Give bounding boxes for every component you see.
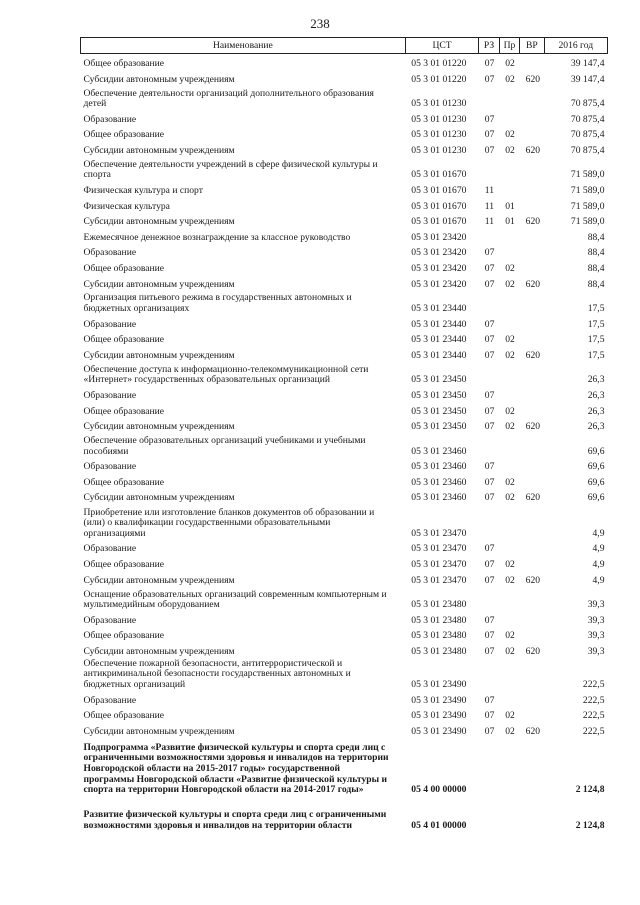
cell-name: Субсидии автономным учреждениям [83, 73, 235, 85]
cell-cst: 05 3 01 23450 [411, 405, 467, 417]
cell-name: Субсидии автономным учреждениям [83, 725, 235, 737]
cell-name: Субсидии автономным учреждениям [83, 421, 235, 433]
table-row [81, 330, 608, 346]
cell-vr [520, 796, 545, 832]
header-sum: 2016 год [544, 38, 607, 54]
cell-name: Развитие физической культуры и спорта среди лиц с ограниченными возможностями здоровья и инвалидов на территории области [83, 809, 387, 831]
table-row [81, 197, 608, 213]
table-row [81, 691, 608, 707]
cell-cst: 05 3 01 23440 [411, 349, 467, 361]
cell-name: Образование [83, 694, 137, 706]
cell-name: Оснащение образовательных организаций современным компьютерным и мультимедийным оборудованием [83, 588, 387, 611]
cell-pr [499, 228, 519, 244]
cell-rz [479, 228, 499, 244]
cell-pr [499, 539, 519, 555]
cell-sum: 26,3 [587, 421, 605, 433]
cell-rz [479, 737, 499, 796]
table-row [81, 228, 608, 244]
cell-rz: 07 [484, 461, 495, 473]
cell-sum: 70 875,4 [570, 144, 605, 156]
cell-sum: 4,9 [592, 543, 605, 555]
cell-cst: 05 3 01 23460 [411, 445, 467, 457]
cell-pr [499, 433, 519, 458]
cell-cst: 05 3 01 23440 [411, 318, 467, 330]
cell-vr [520, 54, 545, 70]
cell-pr: 02 [505, 405, 515, 417]
cell-vr [520, 737, 545, 796]
cell-sum: 17,5 [587, 334, 605, 346]
cell-name: Субсидии автономным учреждениям [83, 349, 235, 361]
cell-sum: 17,5 [587, 349, 605, 361]
cell-cst: 05 3 01 23460 [411, 461, 467, 473]
cell-cst: 05 3 01 23420 [411, 278, 467, 290]
table-row [81, 571, 608, 587]
header-rz: РЗ [479, 38, 499, 54]
cell-rz: 07 [484, 645, 495, 657]
cell-rz: 07 [484, 614, 495, 626]
table-row [81, 54, 608, 70]
cell-pr: 02 [505, 492, 515, 504]
cell-pr [499, 181, 519, 197]
cell-rz [479, 85, 499, 110]
cell-pr [499, 315, 519, 331]
table-row [81, 85, 608, 110]
table-row [81, 259, 608, 275]
cell-name: Образование [83, 113, 137, 125]
cell-name: Субсидии автономным учреждениям [83, 574, 235, 586]
cell-name: Обеспечение деятельности организаций дополнительного образования детей [83, 87, 374, 110]
budget-table [80, 37, 608, 831]
table-body [81, 54, 608, 832]
cell-name: Обеспечение образовательных организаций учебниками и учебными пособиями [83, 435, 366, 457]
table-row [81, 722, 608, 738]
cell-cst: 05 3 01 01230 [411, 113, 467, 125]
cell-cst: 05 3 01 01230 [411, 129, 467, 141]
cell-pr [499, 386, 519, 402]
table-row [81, 125, 608, 141]
cell-pr: 02 [505, 421, 515, 433]
table-row [81, 141, 608, 157]
cell-pr [499, 85, 519, 110]
cell-name: Обеспечение пожарной безопасности, антитеррористической и антикриминальной безопасности государственных автономных и бюджетных организаций [83, 657, 351, 690]
table-row [81, 402, 608, 418]
cell-vr [520, 611, 545, 627]
cell-rz [479, 658, 499, 691]
cell-sum: 39,3 [587, 599, 605, 611]
cell-sum: 71 589,0 [570, 216, 605, 228]
cell-sum: 71 589,0 [570, 200, 605, 212]
cell-pr: 02 [505, 73, 515, 85]
cell-rz: 07 [484, 405, 495, 417]
cell-cst: 05 3 01 23490 [411, 694, 467, 706]
cell-rz: 07 [484, 278, 495, 290]
cell-sum: 26,3 [587, 374, 605, 386]
cell-name: Субсидии автономным учреждениям [83, 492, 235, 504]
cell-sum: 17,5 [587, 318, 605, 330]
cell-rz: 07 [484, 73, 495, 85]
table-row [81, 110, 608, 126]
cell-sum: 4,9 [592, 574, 605, 586]
cell-cst: 05 3 01 23460 [411, 476, 467, 488]
cell-pr [499, 110, 519, 126]
table-row [81, 212, 608, 228]
cell-pr: 01 [505, 200, 515, 212]
cell-name: Физическая культура и спорт [83, 184, 203, 196]
cell-pr: 02 [505, 710, 515, 722]
cell-cst: 05 3 01 01220 [411, 73, 467, 85]
cell-pr: 02 [505, 574, 515, 586]
cell-pr [499, 611, 519, 627]
cell-cst: 05 3 01 01670 [411, 184, 467, 196]
cell-cst: 05 3 01 01230 [411, 144, 467, 156]
cell-sum: 71 589,0 [570, 184, 605, 196]
cell-cst: 05 3 01 23470 [411, 527, 467, 539]
table-row [81, 658, 608, 691]
cell-vr [520, 586, 545, 611]
table-header-row [81, 38, 608, 54]
cell-name: Обеспечение деятельности учреждений в сфере физической культуры и спорта [83, 158, 378, 181]
table-row [81, 315, 608, 331]
cell-sum: 39 147,4 [570, 73, 605, 85]
cell-cst: 05 3 01 23490 [411, 725, 467, 737]
cell-name: Общее образование [83, 476, 165, 488]
cell-sum: 88,4 [587, 262, 605, 274]
cell-vr [520, 156, 545, 181]
cell-pr: 02 [505, 645, 515, 657]
cell-pr: 02 [505, 58, 515, 69]
cell-sum: 17,5 [587, 303, 605, 315]
cell-pr: 02 [505, 349, 515, 361]
table-row [81, 796, 608, 832]
cell-sum: 69,6 [587, 476, 605, 488]
header-pr: Пр [499, 38, 519, 54]
table-row [81, 243, 608, 259]
cell-pr [499, 156, 519, 181]
cell-sum: 222,5 [582, 694, 605, 706]
cell-cst: 05 3 01 01670 [411, 200, 467, 212]
table-row [81, 737, 608, 796]
cell-vr: 620 [525, 216, 541, 228]
cell-sum: 222,5 [582, 710, 605, 722]
table-row [81, 156, 608, 181]
cell-sum: 88,4 [587, 247, 605, 259]
cell-cst: 05 3 01 23450 [411, 374, 467, 386]
cell-vr: 620 [525, 492, 541, 504]
cell-name: Общее образование [83, 710, 165, 722]
cell-cst: 05 3 01 23480 [411, 599, 467, 611]
table-row [81, 70, 608, 86]
table-row [81, 181, 608, 197]
page-number: 238 [310, 16, 330, 31]
cell-name: Субсидии автономным учреждениям [83, 144, 235, 156]
cell-sum: 222,5 [582, 678, 605, 690]
cell-sum: 71 589,0 [570, 169, 605, 181]
cell-cst: 05 4 01 00000 [411, 819, 467, 831]
table-row [81, 488, 608, 504]
cell-name: Подпрограмма «Развитие физической культуры и спорта среди лиц с ограниченными возможностями здоровья и инвалидов на территории Новгородской области на 2015-2017 годы» государственной программы Новгородской области «Развитие физической культуры и спорта на территории Новгородской области на 2014-2017 годы» [83, 741, 389, 796]
cell-vr [520, 386, 545, 402]
cell-cst: 05 3 01 23490 [411, 710, 467, 722]
cell-cst: 05 3 01 23450 [411, 421, 467, 433]
table-row [81, 642, 608, 658]
cell-name: Образование [83, 389, 137, 401]
cell-name: Общее образование [83, 630, 165, 642]
cell-vr [520, 706, 545, 722]
cell-pr: 02 [505, 144, 515, 156]
cell-pr: 02 [505, 334, 515, 346]
cell-vr: 620 [525, 421, 541, 433]
cell-name: Организация питьевого режима в государственных автономных и бюджетных организациях [83, 292, 352, 315]
cell-cst: 05 3 01 23440 [411, 334, 467, 346]
cell-cst: 05 3 01 01670 [411, 216, 467, 228]
cell-rz: 07 [484, 574, 495, 586]
cell-sum: 70 875,4 [570, 113, 605, 125]
cell-vr [520, 315, 545, 331]
table-row [81, 539, 608, 555]
table-row [81, 417, 608, 433]
cell-vr [520, 259, 545, 275]
cell-name: Общее образование [83, 334, 165, 346]
cell-sum: 69,6 [587, 445, 605, 457]
cell-name: Общее образование [83, 559, 165, 571]
cell-rz [479, 433, 499, 458]
cell-name: Общее образование [83, 262, 165, 274]
cell-rz: 07 [484, 262, 495, 274]
cell-rz: 07 [484, 725, 495, 737]
cell-sum: 4,9 [592, 559, 605, 571]
cell-cst: 05 3 01 23420 [411, 247, 467, 259]
cell-name: Образование [83, 247, 137, 259]
cell-sum: 222,5 [582, 725, 605, 737]
table-row [81, 290, 608, 315]
cell-pr: 02 [505, 559, 515, 571]
cell-cst: 05 3 01 01230 [411, 98, 467, 110]
cell-sum: 2 124,8 [575, 819, 605, 831]
cell-name: Образование [83, 543, 137, 555]
cell-vr [520, 110, 545, 126]
cell-sum: 88,4 [587, 278, 605, 290]
cell-rz: 07 [484, 492, 495, 504]
cell-rz: 07 [484, 421, 495, 433]
cell-name: Общее образование [83, 58, 165, 69]
cell-vr [520, 433, 545, 458]
cell-rz: 07 [484, 710, 495, 722]
cell-name: Субсидии автономным учреждениям [83, 216, 235, 228]
cell-vr [520, 402, 545, 418]
cell-rz: 07 [484, 144, 495, 156]
cell-vr [520, 228, 545, 244]
cell-vr [520, 197, 545, 213]
cell-sum: 4,9 [592, 527, 605, 539]
cell-rz [479, 504, 499, 540]
header-cst: ЦСТ [405, 38, 479, 54]
cell-cst: 05 3 01 23470 [411, 574, 467, 586]
cell-name: Субсидии автономным учреждениям [83, 645, 235, 657]
cell-cst: 05 3 01 23470 [411, 559, 467, 571]
cell-sum: 39 147,4 [570, 58, 605, 69]
cell-cst: 05 4 00 00000 [411, 784, 467, 796]
cell-name: Приобретение или изготовление бланков документов об образовании и (или) о квалификации государственными образовательными организациями [83, 506, 375, 539]
cell-vr [520, 330, 545, 346]
table-row [81, 346, 608, 362]
cell-pr [499, 361, 519, 386]
cell-name: Общее образование [83, 405, 165, 417]
cell-rz: 07 [484, 476, 495, 488]
cell-rz [479, 290, 499, 315]
cell-vr [520, 290, 545, 315]
cell-sum: 2 124,8 [575, 784, 605, 796]
table-row [81, 555, 608, 571]
cell-pr [499, 658, 519, 691]
cell-cst: 05 3 01 23440 [411, 303, 467, 315]
table-row [81, 706, 608, 722]
cell-rz: 07 [484, 334, 495, 346]
cell-sum: 26,3 [587, 389, 605, 401]
cell-rz: 07 [484, 349, 495, 361]
cell-rz: 07 [484, 318, 495, 330]
cell-rz: 07 [484, 129, 495, 141]
cell-cst: 05 3 01 23420 [411, 262, 467, 274]
cell-pr: 02 [505, 476, 515, 488]
cell-vr: 620 [525, 349, 541, 361]
cell-vr [520, 181, 545, 197]
cell-name: Образование [83, 614, 137, 626]
cell-sum: 69,6 [587, 461, 605, 473]
cell-sum: 70 875,4 [570, 129, 605, 141]
cell-vr [520, 504, 545, 540]
cell-cst: 05 3 01 23450 [411, 389, 467, 401]
cell-sum: 39,3 [587, 614, 605, 626]
cell-rz: 11 [484, 200, 495, 212]
cell-vr: 620 [525, 725, 541, 737]
header-name: Наименование [81, 38, 406, 54]
table-row [81, 504, 608, 540]
cell-vr: 620 [525, 645, 541, 657]
cell-rz [479, 361, 499, 386]
cell-pr [499, 243, 519, 259]
cell-pr: 02 [505, 262, 515, 274]
cell-vr: 620 [525, 73, 541, 85]
header-vr: ВР [520, 38, 545, 54]
cell-rz [479, 796, 499, 832]
cell-pr [499, 457, 519, 473]
table-row [81, 473, 608, 489]
cell-vr: 620 [525, 144, 541, 156]
cell-rz: 07 [484, 247, 495, 259]
cell-vr [520, 658, 545, 691]
cell-sum: 26,3 [587, 405, 605, 417]
cell-name: Общее образование [83, 129, 165, 141]
table-row [81, 611, 608, 627]
cell-name: Субсидии автономным учреждениям [83, 278, 235, 290]
cell-sum: 88,4 [587, 231, 605, 243]
cell-cst: 05 3 01 23480 [411, 645, 467, 657]
table-row [81, 361, 608, 386]
cell-rz: 07 [484, 694, 495, 706]
cell-rz [479, 586, 499, 611]
cell-cst: 05 3 01 23420 [411, 231, 467, 243]
cell-sum: 69,6 [587, 492, 605, 504]
cell-cst: 05 3 01 23480 [411, 614, 467, 626]
cell-cst: 05 3 01 01220 [411, 58, 467, 69]
cell-name: Образование [83, 318, 137, 330]
cell-cst: 05 3 01 23460 [411, 492, 467, 504]
cell-vr [520, 85, 545, 110]
cell-rz: 07 [484, 389, 495, 401]
cell-sum: 70 875,4 [570, 98, 605, 110]
cell-pr: 02 [505, 278, 515, 290]
cell-cst: 05 3 01 01670 [411, 169, 467, 181]
cell-name: Обеспечение доступа к информационно-телекоммуникационной сети «Интернет» государственных образовательных организаций [83, 363, 369, 386]
cell-pr [499, 691, 519, 707]
cell-name: Ежемесячное денежное вознаграждение за классное руководство [83, 231, 351, 243]
cell-vr [520, 125, 545, 141]
cell-vr [520, 457, 545, 473]
cell-vr [520, 473, 545, 489]
cell-rz: 07 [484, 113, 495, 125]
cell-vr: 620 [525, 574, 541, 586]
cell-cst: 05 3 01 23470 [411, 543, 467, 555]
cell-pr: 01 [505, 216, 515, 228]
cell-vr [520, 626, 545, 642]
cell-pr [499, 737, 519, 796]
cell-pr: 02 [505, 630, 515, 642]
cell-vr [520, 555, 545, 571]
cell-pr: 02 [505, 129, 515, 141]
cell-pr [499, 796, 519, 832]
cell-pr [499, 290, 519, 315]
cell-pr [499, 504, 519, 540]
cell-pr [499, 586, 519, 611]
cell-name: Физическая культура [83, 200, 170, 212]
cell-vr [520, 539, 545, 555]
table-row [81, 386, 608, 402]
cell-rz: 07 [484, 543, 495, 555]
cell-vr [520, 361, 545, 386]
cell-cst: 05 3 01 23480 [411, 630, 467, 642]
cell-vr [520, 691, 545, 707]
cell-rz: 11 [484, 216, 495, 228]
cell-rz: 07 [484, 630, 495, 642]
table-row [81, 457, 608, 473]
cell-pr: 02 [505, 725, 515, 737]
cell-sum: 39,3 [587, 645, 605, 657]
cell-rz: 07 [484, 559, 495, 571]
cell-name: Образование [83, 461, 137, 473]
cell-rz: 11 [484, 184, 495, 196]
cell-rz: 07 [484, 58, 495, 69]
cell-rz [479, 156, 499, 181]
cell-cst: 05 3 01 23490 [411, 678, 467, 690]
table-row [81, 586, 608, 611]
cell-vr [520, 243, 545, 259]
cell-vr: 620 [525, 278, 541, 290]
table-row [81, 626, 608, 642]
cell-sum: 39,3 [587, 630, 605, 642]
table-row [81, 433, 608, 458]
table-row [81, 275, 608, 291]
